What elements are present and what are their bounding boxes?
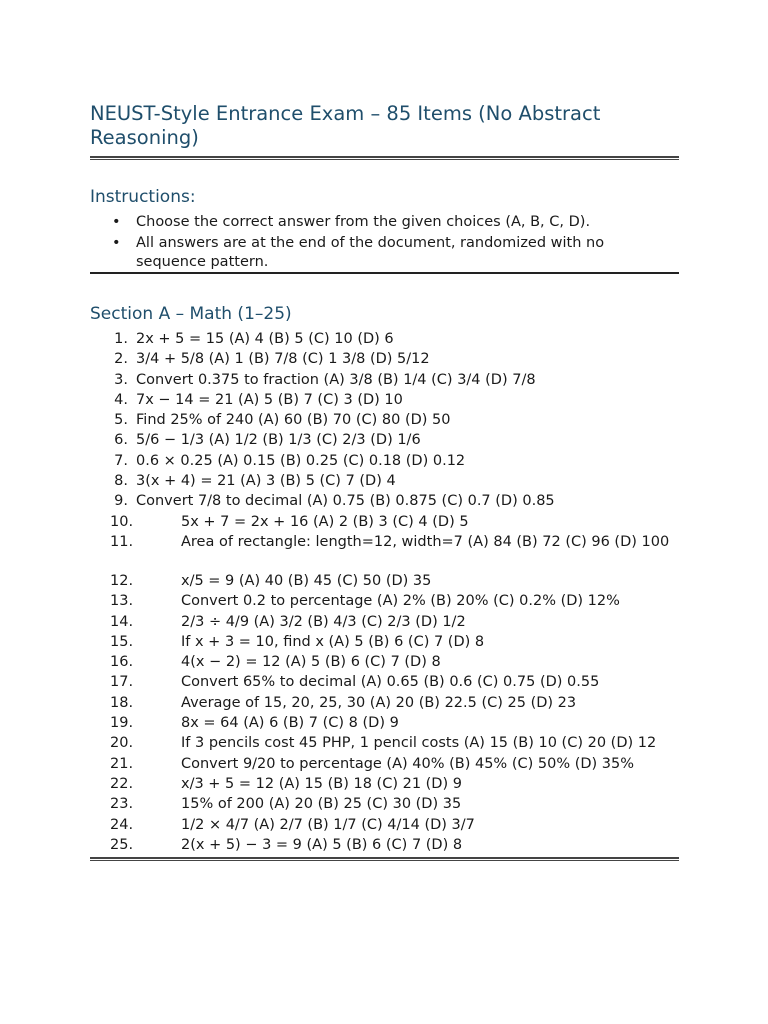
list-item xyxy=(90,533,690,572)
question-number: 8. xyxy=(114,473,128,490)
list-item xyxy=(90,714,690,734)
question-text: Convert 7/8 to decimal (A) 0.75 (B) 0.875 (C) 0.7 (D) 0.85 xyxy=(136,493,555,510)
question-number: 22. xyxy=(110,775,134,792)
bullet-icon: • xyxy=(112,214,121,230)
question-number: 3. xyxy=(114,371,128,388)
question-text: Convert 0.375 to fraction (A) 3/8 (B) 1/4 (C) 3/4 (D) 7/8 xyxy=(136,371,536,388)
question-text: Average of 15, 20, 25, 30 (A) 20 (B) 22.5 (C) 25 (D) 23 xyxy=(181,694,577,711)
title-divider xyxy=(90,156,679,160)
question-text: If 3 pencils cost 45 PHP, 1 pencil costs (A) 15 (B) 10 (C) 20 (D) 12 xyxy=(181,735,657,752)
question-text: Convert 0.2 to percentage (A) 2% (B) 20% (C) 0.2% (D) 12% xyxy=(181,593,620,610)
list-item xyxy=(90,431,690,451)
question-text: 15% of 200 (A) 20 (B) 25 (C) 30 (D) 35 xyxy=(181,796,462,813)
question-list xyxy=(90,330,690,856)
question-number: 23. xyxy=(110,796,134,813)
question-number: 17. xyxy=(110,674,134,691)
instruction-text: All answers are at the end of the document, randomized with no sequence pattern. xyxy=(136,235,605,270)
question-number: 11. xyxy=(110,533,134,550)
question-text: 2(x + 5) − 3 = 9 (A) 5 (B) 6 (C) 7 (D) 8 xyxy=(181,836,463,853)
list-item xyxy=(90,572,690,592)
instructions-list xyxy=(90,213,650,274)
question-number: 5. xyxy=(114,412,128,429)
list-item xyxy=(90,213,650,232)
list-item xyxy=(90,391,690,411)
list-item xyxy=(90,234,650,272)
list-item xyxy=(90,350,690,370)
question-text: Find 25% of 240 (A) 60 (B) 70 (C) 80 (D) 50 xyxy=(136,412,451,429)
list-item xyxy=(90,452,690,472)
question-text: Convert 9/20 to percentage (A) 40% (B) 45% (C) 50% (D) 35% xyxy=(181,755,635,772)
instruction-text: Choose the correct answer from the given choices (A, B, C, D). xyxy=(136,214,591,230)
question-text: 3(x + 4) = 21 (A) 3 (B) 5 (C) 7 (D) 4 xyxy=(136,473,396,490)
question-number: 6. xyxy=(114,432,128,449)
question-number: 19. xyxy=(110,715,134,732)
question-number: 25. xyxy=(110,836,134,853)
list-item xyxy=(90,592,690,612)
question-text: 2/3 ÷ 4/9 (A) 3/2 (B) 4/3 (C) 2/3 (D) 1/2 xyxy=(181,613,466,630)
question-text: x/5 = 9 (A) 40 (B) 45 (C) 50 (D) 35 xyxy=(181,572,432,589)
question-number: 15. xyxy=(110,633,134,650)
list-item xyxy=(90,411,690,431)
list-item xyxy=(90,755,690,775)
question-text: 3/4 + 5/8 (A) 1 (B) 7/8 (C) 1 3/8 (D) 5/12 xyxy=(136,351,430,368)
question-number: 2. xyxy=(114,351,128,368)
question-number: 21. xyxy=(110,755,134,772)
list-item xyxy=(90,492,690,512)
question-number: 9. xyxy=(114,493,128,510)
question-number: 1. xyxy=(114,331,128,347)
list-item xyxy=(90,694,690,714)
instructions-divider xyxy=(90,272,679,274)
question-number: 7. xyxy=(114,452,128,469)
question-text: Convert 65% to decimal (A) 0.65 (B) 0.6 (C) 0.75 (D) 0.55 xyxy=(181,674,600,691)
question-text: 7x − 14 = 21 (A) 5 (B) 7 (C) 3 (D) 10 xyxy=(136,391,403,408)
question-text: 8x = 64 (A) 6 (B) 7 (C) 8 (D) 9 xyxy=(181,715,399,732)
list-item xyxy=(90,513,690,533)
list-item xyxy=(90,613,690,633)
list-item xyxy=(90,371,690,391)
question-text: 4(x − 2) = 12 (A) 5 (B) 6 (C) 7 (D) 8 xyxy=(181,654,441,671)
question-number: 13. xyxy=(110,593,134,610)
question-number: 14. xyxy=(110,613,134,630)
list-item xyxy=(90,633,690,653)
question-number: 4. xyxy=(114,391,128,408)
question-number: 24. xyxy=(110,816,134,833)
question-text: 1/2 × 4/7 (A) 2/7 (B) 1/7 (C) 4/14 (D) 3/7 xyxy=(181,816,475,833)
list-item xyxy=(90,775,690,795)
question-text: 5x + 7 = 2x + 16 (A) 2 (B) 3 (C) 4 (D) 5 xyxy=(181,513,469,530)
list-item xyxy=(90,836,690,856)
section-divider xyxy=(90,857,679,861)
list-item xyxy=(90,795,690,815)
question-text: If x + 3 = 10, find x (A) 5 (B) 6 (C) 7 (D) 8 xyxy=(181,633,485,650)
list-item xyxy=(90,816,690,836)
list-item xyxy=(90,734,690,754)
section-a-heading: Section A – Math (1–25) xyxy=(90,304,292,324)
list-item xyxy=(90,653,690,673)
instructions-heading: Instructions: xyxy=(90,187,196,207)
bullet-icon: • xyxy=(112,235,121,251)
question-text: x/3 + 5 = 12 (A) 15 (B) 18 (C) 21 (D) 9 xyxy=(181,775,462,792)
question-text: 2x + 5 = 15 (A) 4 (B) 5 (C) 10 (D) 6 xyxy=(136,331,394,347)
question-number: 16. xyxy=(110,654,134,671)
question-text: 5/6 − 1/3 (A) 1/2 (B) 1/3 (C) 2/3 (D) 1/6 xyxy=(136,432,421,449)
question-text: 0.6 × 0.25 (A) 0.15 (B) 0.25 (C) 0.18 (D) 0.12 xyxy=(136,452,466,469)
question-number: 10. xyxy=(110,513,134,530)
question-number: 12. xyxy=(110,572,134,589)
page-title: NEUST-Style Entrance Exam – 85 Items (No Abstract Reasoning) xyxy=(90,102,601,149)
list-item xyxy=(90,330,690,350)
list-item xyxy=(90,673,690,693)
question-number: 20. xyxy=(110,735,134,752)
list-item xyxy=(90,472,690,492)
question-number: 18. xyxy=(110,694,134,711)
question-text: Area of rectangle: length=12, width=7 (A) 84 (B) 72 (C) 96 (D) 100 xyxy=(181,533,670,550)
